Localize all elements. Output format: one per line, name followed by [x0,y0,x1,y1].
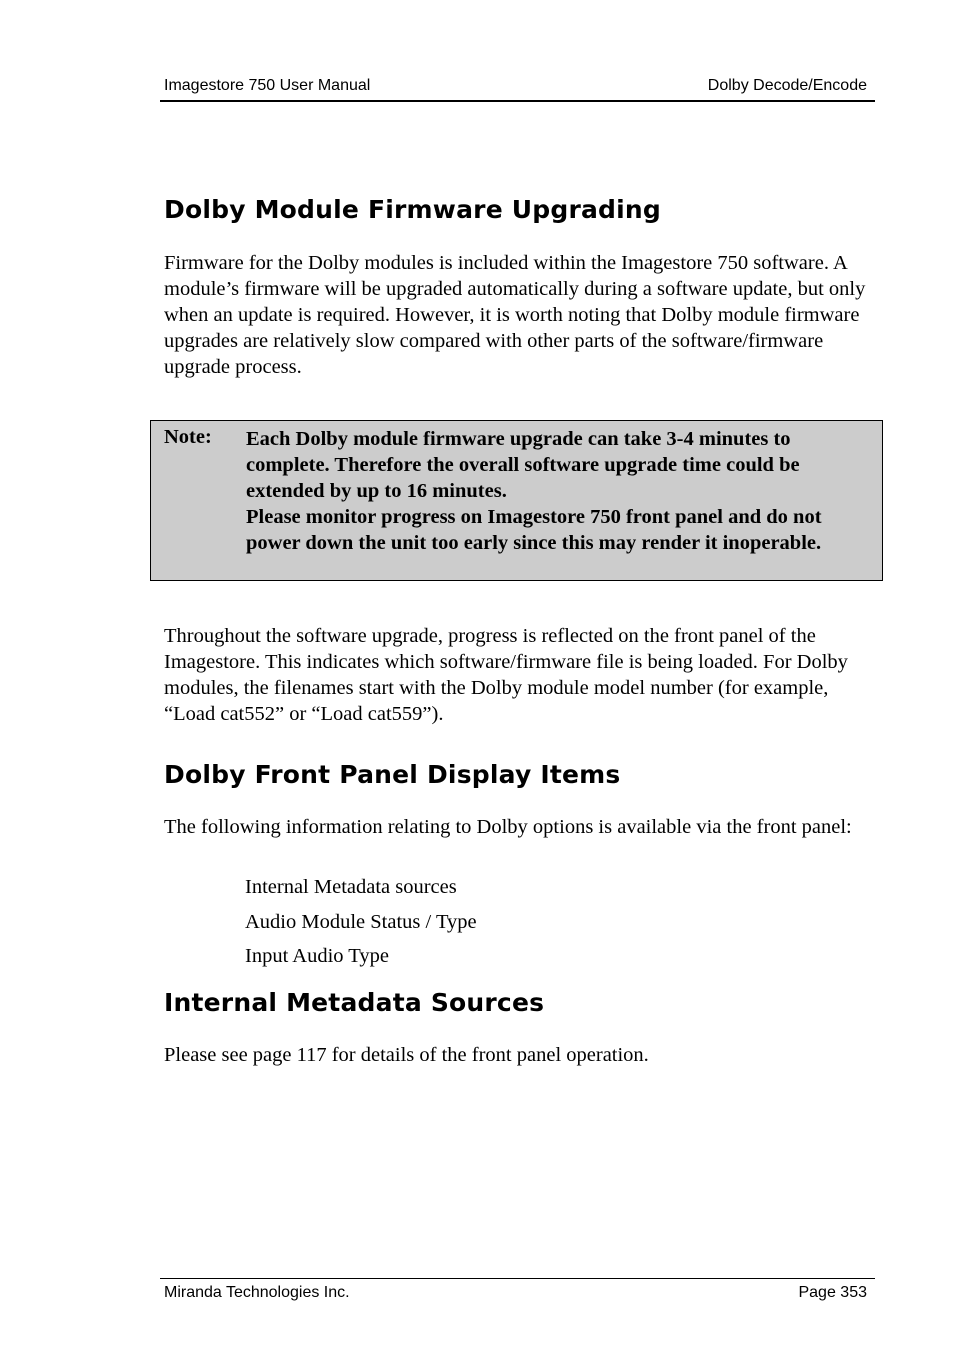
page-footer [160,1278,875,1307]
note-text-duration: Each Dolby module firmware upgrade can take 3-4 minutes to complete. Therefore the overall software upgrade time could be extended by up to 16 minutes. [246,428,800,502]
note-box [150,420,883,581]
front-panel-paragraph: The following information relating to Dolby options is available via the front panel: [164,816,852,838]
firmware-paragraph: Firmware for the Dolby modules is included within the Imagestore 750 software. A module’s firmware will be upgraded automatically during a software update, but only when an update is required. However, it is worth noting that Dolby module firmware upgrades are relatively slow compared with other parts of the software/firmware upgrade process. [164,252,866,378]
header-chapter-title: Dolby Decode/Encode [707,77,867,94]
display-items-list [245,874,477,978]
section-heading-firmware-upgrading: Dolby Module Firmware Upgrading [164,195,661,224]
section-heading-front-panel-items: Dolby Front Panel Display Items [164,760,621,789]
internal-metadata-paragraph: Please see page 117 for details of the front panel operation. [164,1044,649,1066]
note-label: Note: [164,426,212,448]
list-item: Internal Metadata sources [245,876,457,898]
list-item: Input Audio Type [245,945,389,967]
page-header [160,76,875,102]
note-body [246,426,876,556]
header-doc-title: Imagestore 750 User Manual [164,77,371,94]
note-text-warning: Please monitor progress on Imagestore 750 front panel and do not power down the unit too early since this may render it inoperable. [246,506,822,554]
section-heading-internal-metadata: Internal Metadata Sources [164,988,545,1017]
footer-page-number: Page 353 [798,1284,867,1301]
footer-company: Miranda Technologies Inc. [164,1284,350,1301]
progress-paragraph: Throughout the software upgrade, progress is reflected on the front panel of the Imagestore. This indicates which software/firmware file is being loaded. For Dolby modules, the filenames start with the Dolby module model number (for example, “Load cat552” or “Load cat559”). [164,625,848,725]
list-item: Audio Module Status / Type [245,910,477,933]
